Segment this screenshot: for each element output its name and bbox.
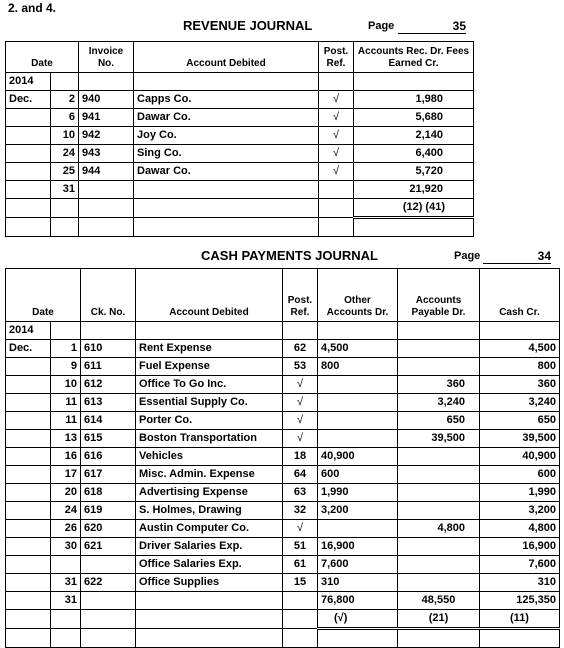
cash-page-label: Page bbox=[454, 250, 481, 262]
other-accounts-amount: 1,990 bbox=[318, 484, 398, 502]
account-debited: Office Salaries Exp. bbox=[136, 556, 283, 574]
other-accounts-amount bbox=[318, 412, 398, 430]
cash-row bbox=[6, 430, 560, 448]
check-number: 622 bbox=[81, 574, 136, 592]
cash-amount: 310 bbox=[480, 574, 560, 592]
cash-blank-row bbox=[6, 629, 560, 648]
accounts-payable-amount: 4,800 bbox=[398, 520, 480, 538]
date-day: 30 bbox=[51, 538, 81, 556]
other-accounts-amount: 4,500 bbox=[318, 340, 398, 358]
accounts-payable-amount bbox=[398, 466, 480, 484]
cash-posting-payable: (21) bbox=[398, 610, 480, 629]
accounts-payable-amount bbox=[398, 538, 480, 556]
date-day: 31 bbox=[51, 574, 81, 592]
other-accounts-amount: 7,600 bbox=[318, 556, 398, 574]
revenue-total-row bbox=[6, 181, 474, 199]
post-ref: 62 bbox=[283, 340, 318, 358]
invoice-number: 944 bbox=[79, 163, 134, 181]
date-day bbox=[51, 556, 81, 574]
check-number: 614 bbox=[81, 412, 136, 430]
post-ref: √ bbox=[319, 109, 354, 127]
cash-row bbox=[6, 484, 560, 502]
date-day: 26 bbox=[51, 520, 81, 538]
account-debited: Vehicles bbox=[136, 448, 283, 466]
other-accounts-amount bbox=[318, 376, 398, 394]
account-debited: Rent Expense bbox=[136, 340, 283, 358]
date-day: 10 bbox=[51, 376, 81, 394]
cash-total-other: 76,800 bbox=[318, 592, 398, 610]
cash-amount: 39,500 bbox=[480, 430, 560, 448]
invoice-number: 943 bbox=[79, 145, 134, 163]
cash-row bbox=[6, 502, 560, 520]
revenue-year-row bbox=[6, 73, 474, 91]
date-month bbox=[6, 376, 51, 394]
check-number: 615 bbox=[81, 430, 136, 448]
other-accounts-amount: 800 bbox=[318, 358, 398, 376]
post-ref: √ bbox=[319, 127, 354, 145]
account-debited: Advertising Expense bbox=[136, 484, 283, 502]
cash-row bbox=[6, 556, 560, 574]
post-ref: 63 bbox=[283, 484, 318, 502]
post-ref: 51 bbox=[283, 538, 318, 556]
post-ref: 61 bbox=[283, 556, 318, 574]
revenue-row bbox=[6, 127, 474, 145]
revenue-header-amount: Accounts Rec. Dr. Fees Earned Cr. bbox=[354, 42, 474, 73]
exercise-heading: 2. and 4. bbox=[8, 1, 57, 15]
revenue-row bbox=[6, 109, 474, 127]
account-debited: Essential Supply Co. bbox=[136, 394, 283, 412]
revenue-header-date: Date bbox=[6, 42, 79, 73]
account-debited: Porter Co. bbox=[136, 412, 283, 430]
cash-header-row bbox=[6, 269, 560, 322]
check-number: 616 bbox=[81, 448, 136, 466]
account-debited: Austin Computer Co. bbox=[136, 520, 283, 538]
check-number: 610 bbox=[81, 340, 136, 358]
revenue-blank-row bbox=[6, 218, 474, 237]
account-debited: Capps Co. bbox=[134, 91, 319, 109]
cash-total-payable: 48,550 bbox=[398, 592, 480, 610]
cash-total-day: 31 bbox=[51, 592, 81, 610]
cash-amount: 650 bbox=[480, 412, 560, 430]
cash-amount: 4,800 bbox=[480, 520, 560, 538]
revenue-header-account: Account Debited bbox=[134, 42, 319, 73]
post-ref: 64 bbox=[283, 466, 318, 484]
check-number: 619 bbox=[81, 502, 136, 520]
date-day: 10 bbox=[51, 127, 79, 145]
revenue-journal-table bbox=[5, 41, 474, 237]
cash-year-row bbox=[6, 322, 560, 340]
cash-amount: 1,990 bbox=[480, 484, 560, 502]
account-debited: Dawar Co. bbox=[134, 109, 319, 127]
accounts-payable-amount bbox=[398, 484, 480, 502]
invoice-number: 941 bbox=[79, 109, 134, 127]
cash-rows bbox=[6, 340, 560, 592]
date-month bbox=[6, 358, 51, 376]
revenue-total-amount: 21,920 bbox=[354, 181, 474, 199]
cash-amount: 3,240 bbox=[480, 394, 560, 412]
cash-header-ck: Ck. No. bbox=[81, 269, 136, 322]
post-ref: 18 bbox=[283, 448, 318, 466]
amount: 5,680 bbox=[354, 109, 474, 127]
revenue-row bbox=[6, 91, 474, 109]
other-accounts-amount bbox=[318, 394, 398, 412]
revenue-header-invoice: Invoice No. bbox=[79, 42, 134, 73]
accounts-payable-amount bbox=[398, 502, 480, 520]
cash-row bbox=[6, 394, 560, 412]
cash-row bbox=[6, 358, 560, 376]
other-accounts-amount: 3,200 bbox=[318, 502, 398, 520]
account-debited: Dawar Co. bbox=[134, 163, 319, 181]
revenue-total-day: 31 bbox=[51, 181, 79, 199]
date-month bbox=[6, 484, 51, 502]
check-number: 612 bbox=[81, 376, 136, 394]
cash-page-number: 34 bbox=[483, 249, 551, 264]
date-month bbox=[6, 466, 51, 484]
revenue-year: 2014 bbox=[6, 73, 51, 91]
accounts-payable-amount: 3,240 bbox=[398, 394, 480, 412]
accounts-payable-amount bbox=[398, 448, 480, 466]
invoice-number: 940 bbox=[79, 91, 134, 109]
cash-row bbox=[6, 412, 560, 430]
cash-header-date: Date bbox=[6, 269, 81, 322]
amount: 1,980 bbox=[354, 91, 474, 109]
date-month: Dec. bbox=[6, 340, 51, 358]
date-month bbox=[6, 163, 51, 181]
account-debited: Office To Go Inc. bbox=[136, 376, 283, 394]
cash-row bbox=[6, 466, 560, 484]
revenue-page-number: 35 bbox=[398, 19, 466, 34]
cash-year: 2014 bbox=[6, 322, 51, 340]
post-ref: √ bbox=[283, 520, 318, 538]
cash-posting-other: (√) bbox=[318, 610, 398, 629]
cash-header-post-ref: Post. Ref. bbox=[283, 269, 318, 322]
accounts-payable-amount: 39,500 bbox=[398, 430, 480, 448]
other-accounts-amount: 16,900 bbox=[318, 538, 398, 556]
amount: 5,720 bbox=[354, 163, 474, 181]
revenue-posting-row bbox=[6, 199, 474, 218]
date-month bbox=[6, 109, 51, 127]
check-number bbox=[81, 556, 136, 574]
revenue-rows bbox=[6, 91, 474, 181]
account-debited: Driver Salaries Exp. bbox=[136, 538, 283, 556]
cash-amount: 16,900 bbox=[480, 538, 560, 556]
cash-amount: 7,600 bbox=[480, 556, 560, 574]
amount: 2,140 bbox=[354, 127, 474, 145]
cash-journal-title: CASH PAYMENTS JOURNAL bbox=[201, 248, 378, 263]
date-day: 13 bbox=[51, 430, 81, 448]
check-number: 620 bbox=[81, 520, 136, 538]
other-accounts-amount bbox=[318, 520, 398, 538]
date-month bbox=[6, 412, 51, 430]
post-ref: √ bbox=[283, 412, 318, 430]
cash-row bbox=[6, 340, 560, 358]
date-month: Dec. bbox=[6, 91, 51, 109]
revenue-row bbox=[6, 145, 474, 163]
cash-header-account: Account Debited bbox=[136, 269, 283, 322]
accounts-payable-amount bbox=[398, 340, 480, 358]
post-ref: √ bbox=[319, 145, 354, 163]
date-day: 2 bbox=[51, 91, 79, 109]
date-day: 24 bbox=[51, 145, 79, 163]
other-accounts-amount: 310 bbox=[318, 574, 398, 592]
cash-row bbox=[6, 574, 560, 592]
date-month bbox=[6, 145, 51, 163]
cash-header-cash: Cash Cr. bbox=[480, 269, 560, 322]
date-day: 17 bbox=[51, 466, 81, 484]
revenue-journal-title: REVENUE JOURNAL bbox=[183, 18, 313, 33]
check-number: 611 bbox=[81, 358, 136, 376]
other-accounts-amount: 40,900 bbox=[318, 448, 398, 466]
revenue-page-label: Page bbox=[368, 20, 395, 32]
date-month bbox=[6, 127, 51, 145]
revenue-posting-refs: (12) (41) bbox=[354, 199, 474, 218]
cash-posting-row bbox=[6, 610, 560, 629]
cash-total-row bbox=[6, 592, 560, 610]
accounts-payable-amount: 360 bbox=[398, 376, 480, 394]
cash-row bbox=[6, 376, 560, 394]
accounts-payable-amount bbox=[398, 574, 480, 592]
cash-amount: 4,500 bbox=[480, 340, 560, 358]
date-month bbox=[6, 556, 51, 574]
account-debited: Misc. Admin. Expense bbox=[136, 466, 283, 484]
cash-row bbox=[6, 448, 560, 466]
account-debited: Sing Co. bbox=[134, 145, 319, 163]
other-accounts-amount bbox=[318, 430, 398, 448]
date-month bbox=[6, 394, 51, 412]
check-number: 617 bbox=[81, 466, 136, 484]
cash-header-other: Other Accounts Dr. bbox=[318, 269, 398, 322]
post-ref: 15 bbox=[283, 574, 318, 592]
cash-amount: 360 bbox=[480, 376, 560, 394]
accounts-payable-amount bbox=[398, 358, 480, 376]
date-day: 11 bbox=[51, 412, 81, 430]
cash-header-payable: Accounts Payable Dr. bbox=[398, 269, 480, 322]
cash-row bbox=[6, 538, 560, 556]
date-month bbox=[6, 538, 51, 556]
account-debited: Joy Co. bbox=[134, 127, 319, 145]
cash-payments-table bbox=[5, 268, 560, 648]
date-day: 1 bbox=[51, 340, 81, 358]
date-day: 6 bbox=[51, 109, 79, 127]
revenue-row bbox=[6, 163, 474, 181]
account-debited: Office Supplies bbox=[136, 574, 283, 592]
cash-amount: 600 bbox=[480, 466, 560, 484]
date-month bbox=[6, 430, 51, 448]
date-month bbox=[6, 502, 51, 520]
date-day: 9 bbox=[51, 358, 81, 376]
invoice-number: 942 bbox=[79, 127, 134, 145]
check-number: 618 bbox=[81, 484, 136, 502]
check-number: 621 bbox=[81, 538, 136, 556]
post-ref: √ bbox=[283, 430, 318, 448]
account-debited: Boston Transportation bbox=[136, 430, 283, 448]
post-ref: √ bbox=[319, 91, 354, 109]
account-debited: S. Holmes, Drawing bbox=[136, 502, 283, 520]
date-day: 24 bbox=[51, 502, 81, 520]
date-day: 16 bbox=[51, 448, 81, 466]
cash-row bbox=[6, 520, 560, 538]
check-number: 613 bbox=[81, 394, 136, 412]
date-month bbox=[6, 448, 51, 466]
cash-posting-cash: (11) bbox=[480, 610, 560, 629]
date-day: 25 bbox=[51, 163, 79, 181]
cash-amount: 40,900 bbox=[480, 448, 560, 466]
cash-amount: 800 bbox=[480, 358, 560, 376]
accounts-payable-amount: 650 bbox=[398, 412, 480, 430]
date-month bbox=[6, 520, 51, 538]
post-ref: √ bbox=[283, 394, 318, 412]
cash-amount: 3,200 bbox=[480, 502, 560, 520]
post-ref: √ bbox=[319, 163, 354, 181]
other-accounts-amount: 600 bbox=[318, 466, 398, 484]
account-debited: Fuel Expense bbox=[136, 358, 283, 376]
cash-total-cash: 125,350 bbox=[480, 592, 560, 610]
post-ref: √ bbox=[283, 376, 318, 394]
accounts-payable-amount bbox=[398, 556, 480, 574]
revenue-header-row bbox=[6, 42, 474, 73]
revenue-header-post-ref: Post. Ref. bbox=[319, 42, 354, 73]
date-month bbox=[6, 574, 51, 592]
amount: 6,400 bbox=[354, 145, 474, 163]
post-ref: 32 bbox=[283, 502, 318, 520]
post-ref: 53 bbox=[283, 358, 318, 376]
date-day: 11 bbox=[51, 394, 81, 412]
date-day: 20 bbox=[51, 484, 81, 502]
